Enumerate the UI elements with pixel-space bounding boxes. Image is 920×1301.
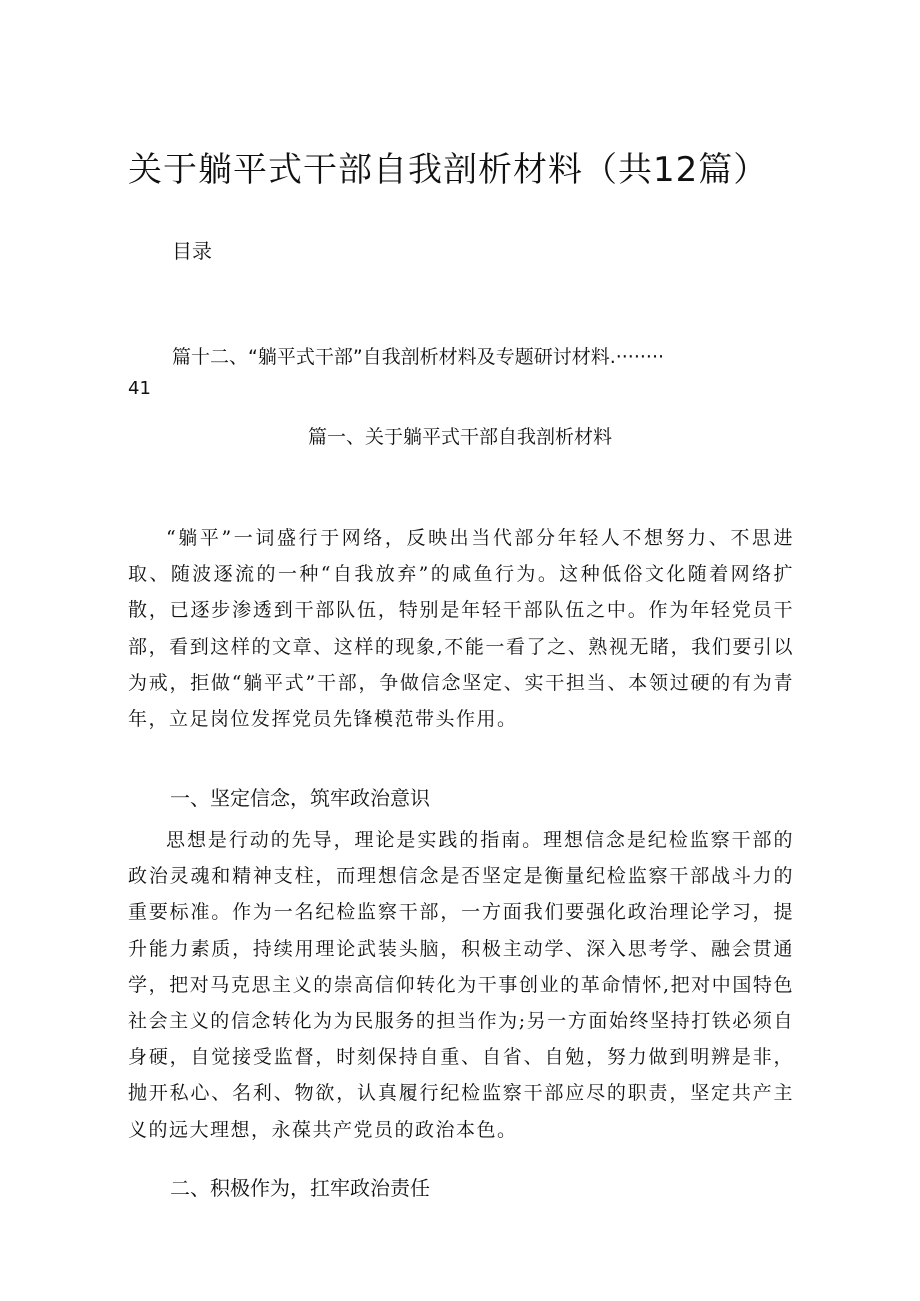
toc-heading: 目录 bbox=[172, 239, 212, 263]
document-title: 关于躺平式干部自我剖析材料（共12篇） bbox=[128, 150, 769, 190]
subsection-body-1: 思想是行动的先导，理论是实践的指南。理想信念是纪检监察干部的政治灵魂和精神支柱，而理想信念是否坚定是衡量纪检监察干部战斗力的重要标准。作为一名纪检监察干部，一方面我们要强化政治理论学习，提升能力素质，持续用理论武装头脑，积极主动学、深入思考学、融会贯通学，把对马克思主义的崇高信仰转化为干事创业的革命情怀,把对中国特色社会主义的信念转化为为民服务的担当作为;另一方面始终坚持打铁必须自身硬，自觉接受监督，时刻保持自重、自省、自勉，努力做到明辨是非，抛开私心、名利、物欲，认真履行纪检监察干部应尽的职责，坚定共产主义的远大理想，永葆共产党员的政治本色。 bbox=[128, 829, 794, 1141]
toc-entry-page-number: 41 bbox=[128, 378, 151, 399]
section-title: 篇一、关于躺平式干部自我剖析材料 bbox=[307, 426, 612, 448]
toc-entry-label[interactable]: 篇十二、“躺平式干部”自我剖析材料及专题研讨材料.········ bbox=[172, 346, 665, 368]
subsection-heading-1: 一、坚定信念，筑牢政治意识 bbox=[170, 786, 430, 810]
intro-paragraph: “躺平”一词盛行于网络，反映出当代部分年轻人不想努力、不思进取、随波逐流的一种“自我放弃”的咸鱼行为。这种低俗文化随着网络扩散，已逐步渗透到干部队伍，特别是年轻干部队伍之中。作为年轻党员干部，看到这样的文章、这样的现象,不能一看了之、熟视无睹，我们要引以为戒，拒做“躺平式”干部，争做信念坚定、实干担当、本领过硬的有为青年，立足岗位发挥党员先锋模范带头作用。 bbox=[128, 527, 794, 731]
subsection-heading-2: 二、积极作为，扛牢政治责任 bbox=[170, 1176, 430, 1200]
